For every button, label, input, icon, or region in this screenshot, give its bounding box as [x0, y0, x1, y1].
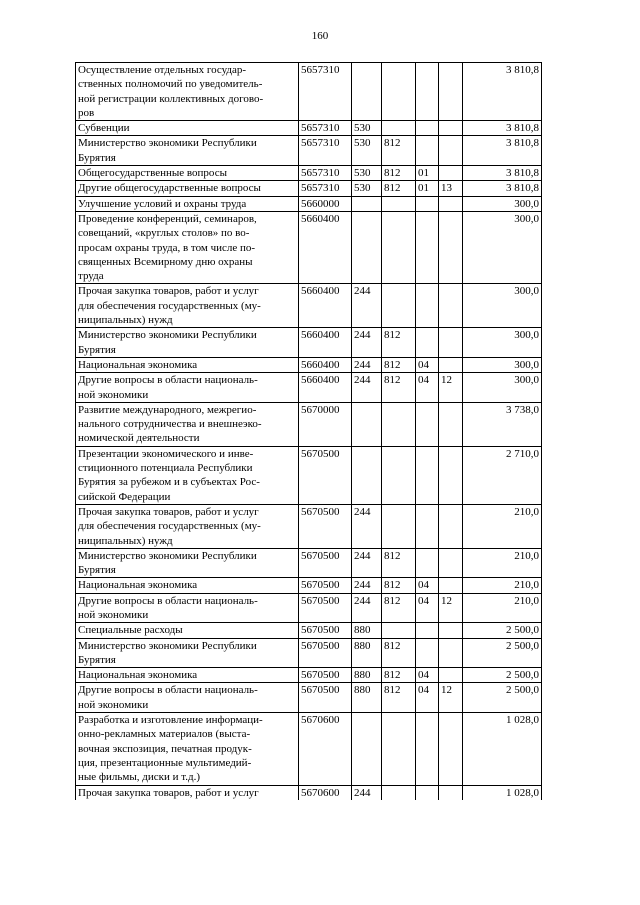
table-row — [76, 713, 542, 785]
section-cell — [416, 136, 439, 166]
administrator-cell: 812 — [382, 593, 416, 623]
row-name-cell: Разработка и изготовление информаци- онно-рекламных материалов (выста- вочная экспозиция, печатная продук- ция, презентационные мультимедий- ные фильмы, диски и т.д.) — [76, 713, 299, 785]
section-cell: 04 — [416, 668, 439, 683]
subsection-cell — [439, 136, 463, 166]
target-article-cell: 5670600 — [299, 785, 352, 800]
row-name-cell: Прочая закупка товаров, работ и услуг для обеспечения государственных (му- ниципальных) нужд — [76, 284, 299, 328]
section-cell: 01 — [416, 181, 439, 196]
section-cell — [416, 211, 439, 283]
row-name-cell: Развитие международного, межрегио- нального сотрудничества и внешнеэко- номической деятельности — [76, 402, 299, 446]
target-article-cell: 5660400 — [299, 284, 352, 328]
row-name-cell: Министерство экономики Республики Бурятия — [76, 328, 299, 358]
table-row — [76, 402, 542, 446]
subsection-cell — [439, 668, 463, 683]
expense-type-cell: 880 — [352, 623, 382, 638]
amount-cell: 300,0 — [463, 211, 542, 283]
administrator-cell — [382, 504, 416, 548]
subsection-cell — [439, 284, 463, 328]
administrator-cell: 812 — [382, 373, 416, 403]
section-cell: 04 — [416, 578, 439, 593]
expense-type-cell: 244 — [352, 357, 382, 372]
target-article-cell: 5670500 — [299, 578, 352, 593]
section-cell — [416, 63, 439, 121]
administrator-cell — [382, 713, 416, 785]
subsection-cell — [439, 785, 463, 800]
subsection-cell — [439, 357, 463, 372]
section-cell — [416, 504, 439, 548]
row-name-cell: Презентации экономического и инве- стиционного потенциала Республики Бурятия за рубежом и в субъектах Рос- сийской Федерации — [76, 446, 299, 504]
administrator-cell: 812 — [382, 181, 416, 196]
row-name-cell: Специальные расходы — [76, 623, 299, 638]
table-row — [76, 668, 542, 683]
section-cell — [416, 284, 439, 328]
row-name-cell: Министерство экономики Республики Бурятия — [76, 136, 299, 166]
table-row — [76, 785, 542, 800]
amount-cell: 3 810,8 — [463, 121, 542, 136]
subsection-cell — [439, 623, 463, 638]
row-name-cell: Проведение конференций, семинаров, совещаний, «круглых столов» по во- просам охраны труда, в том числе по- священных Всемирному дню охраны труда — [76, 211, 299, 283]
target-article-cell: 5670000 — [299, 402, 352, 446]
amount-cell: 1 028,0 — [463, 785, 542, 800]
expense-type-cell: 244 — [352, 548, 382, 578]
amount-cell: 1 028,0 — [463, 713, 542, 785]
amount-cell: 2 500,0 — [463, 668, 542, 683]
expense-type-cell: 244 — [352, 328, 382, 358]
expense-type-cell — [352, 211, 382, 283]
row-name-cell: Национальная экономика — [76, 357, 299, 372]
expense-type-cell: 530 — [352, 181, 382, 196]
target-article-cell: 5657310 — [299, 136, 352, 166]
subsection-cell — [439, 328, 463, 358]
expense-type-cell: 530 — [352, 136, 382, 166]
expense-type-cell — [352, 402, 382, 446]
amount-cell: 300,0 — [463, 373, 542, 403]
administrator-cell: 812 — [382, 136, 416, 166]
section-cell — [416, 623, 439, 638]
administrator-cell — [382, 196, 416, 211]
subsection-cell: 12 — [439, 683, 463, 713]
table-row — [76, 548, 542, 578]
administrator-cell — [382, 121, 416, 136]
amount-cell: 3 810,8 — [463, 63, 542, 121]
amount-cell: 3 810,8 — [463, 166, 542, 181]
table-row — [76, 446, 542, 504]
expense-type-cell: 880 — [352, 668, 382, 683]
row-name-cell: Министерство экономики Республики Бурятия — [76, 548, 299, 578]
expense-type-cell: 244 — [352, 785, 382, 800]
amount-cell: 210,0 — [463, 548, 542, 578]
section-cell: 04 — [416, 373, 439, 403]
target-article-cell: 5670500 — [299, 504, 352, 548]
section-cell: 04 — [416, 593, 439, 623]
expense-type-cell: 880 — [352, 683, 382, 713]
target-article-cell: 5670500 — [299, 668, 352, 683]
target-article-cell: 5660400 — [299, 211, 352, 283]
administrator-cell — [382, 446, 416, 504]
administrator-cell: 812 — [382, 578, 416, 593]
section-cell — [416, 548, 439, 578]
section-cell — [416, 196, 439, 211]
table-row — [76, 196, 542, 211]
table-row — [76, 623, 542, 638]
subsection-cell — [439, 211, 463, 283]
table-row — [76, 683, 542, 713]
target-article-cell: 5657310 — [299, 63, 352, 121]
amount-cell: 210,0 — [463, 504, 542, 548]
row-name-cell: Другие вопросы в области националь- ной экономики — [76, 593, 299, 623]
row-name-cell: Национальная экономика — [76, 668, 299, 683]
expense-type-cell: 244 — [352, 373, 382, 403]
table-row — [76, 284, 542, 328]
amount-cell: 300,0 — [463, 357, 542, 372]
target-article-cell: 5670500 — [299, 548, 352, 578]
expense-type-cell: 244 — [352, 593, 382, 623]
amount-cell: 2 710,0 — [463, 446, 542, 504]
target-article-cell: 5657310 — [299, 166, 352, 181]
table-row — [76, 504, 542, 548]
table-row — [76, 121, 542, 136]
amount-cell: 300,0 — [463, 196, 542, 211]
table-row — [76, 166, 542, 181]
section-cell — [416, 402, 439, 446]
subsection-cell — [439, 638, 463, 668]
budget-table — [75, 62, 542, 800]
table-row — [76, 638, 542, 668]
administrator-cell: 812 — [382, 328, 416, 358]
target-article-cell: 5660400 — [299, 357, 352, 372]
row-name-cell: Другие вопросы в области националь- ной экономики — [76, 683, 299, 713]
row-name-cell: Министерство экономики Республики Бурятия — [76, 638, 299, 668]
amount-cell: 210,0 — [463, 593, 542, 623]
subsection-cell: 12 — [439, 373, 463, 403]
row-name-cell: Осуществление отдельных государ- ственных полномочий по уведомитель- ной регистрации коллективных догово- ров — [76, 63, 299, 121]
amount-cell: 3 810,8 — [463, 181, 542, 196]
row-name-cell: Другие общегосударственные вопросы — [76, 181, 299, 196]
target-article-cell: 5657310 — [299, 181, 352, 196]
amount-cell: 2 500,0 — [463, 638, 542, 668]
section-cell — [416, 713, 439, 785]
target-article-cell: 5660400 — [299, 328, 352, 358]
subsection-cell — [439, 63, 463, 121]
administrator-cell: 812 — [382, 683, 416, 713]
subsection-cell — [439, 548, 463, 578]
expense-type-cell: 244 — [352, 504, 382, 548]
target-article-cell: 5657310 — [299, 121, 352, 136]
row-name-cell: Национальная экономика — [76, 578, 299, 593]
section-cell — [416, 785, 439, 800]
expense-type-cell — [352, 713, 382, 785]
target-article-cell: 5670600 — [299, 713, 352, 785]
table-row — [76, 578, 542, 593]
administrator-cell — [382, 284, 416, 328]
page-number: 160 — [311, 30, 329, 42]
administrator-cell — [382, 211, 416, 283]
amount-cell: 2 500,0 — [463, 683, 542, 713]
row-name-cell: Субвенции — [76, 121, 299, 136]
subsection-cell — [439, 504, 463, 548]
administrator-cell: 812 — [382, 166, 416, 181]
amount-cell: 3 738,0 — [463, 402, 542, 446]
expense-type-cell — [352, 446, 382, 504]
administrator-cell — [382, 785, 416, 800]
target-article-cell: 5670500 — [299, 638, 352, 668]
administrator-cell: 812 — [382, 357, 416, 372]
expense-type-cell: 530 — [352, 166, 382, 181]
expense-type-cell: 244 — [352, 284, 382, 328]
subsection-cell — [439, 121, 463, 136]
table-row — [76, 328, 542, 358]
row-name-cell: Общегосударственные вопросы — [76, 166, 299, 181]
section-cell — [416, 446, 439, 504]
expense-type-cell: 244 — [352, 578, 382, 593]
target-article-cell: 5670500 — [299, 593, 352, 623]
subsection-cell: 13 — [439, 181, 463, 196]
table-row — [76, 593, 542, 623]
amount-cell: 3 810,8 — [463, 136, 542, 166]
subsection-cell — [439, 196, 463, 211]
subsection-cell: 12 — [439, 593, 463, 623]
administrator-cell — [382, 63, 416, 121]
administrator-cell — [382, 402, 416, 446]
table-row — [76, 357, 542, 372]
row-name-cell: Другие вопросы в области националь- ной экономики — [76, 373, 299, 403]
table-row — [76, 211, 542, 283]
subsection-cell — [439, 166, 463, 181]
table-row — [76, 63, 542, 121]
budget-table-body — [76, 63, 542, 800]
table-row — [76, 136, 542, 166]
target-article-cell: 5660400 — [299, 373, 352, 403]
row-name-cell: Прочая закупка товаров, работ и услуг для обеспечения государственных (му- ниципальных) нужд — [76, 504, 299, 548]
section-cell: 04 — [416, 683, 439, 713]
amount-cell: 210,0 — [463, 578, 542, 593]
expense-type-cell: 530 — [352, 121, 382, 136]
target-article-cell: 5660000 — [299, 196, 352, 211]
row-name-cell: Улучшение условий и охраны труда — [76, 196, 299, 211]
row-name-cell: Прочая закупка товаров, работ и услуг — [76, 785, 299, 800]
expense-type-cell — [352, 63, 382, 121]
amount-cell: 300,0 — [463, 328, 542, 358]
subsection-cell — [439, 578, 463, 593]
amount-cell: 2 500,0 — [463, 623, 542, 638]
section-cell — [416, 121, 439, 136]
administrator-cell — [382, 623, 416, 638]
target-article-cell: 5670500 — [299, 623, 352, 638]
target-article-cell: 5670500 — [299, 446, 352, 504]
table-row — [76, 373, 542, 403]
subsection-cell — [439, 713, 463, 785]
amount-cell: 300,0 — [463, 284, 542, 328]
target-article-cell: 5670500 — [299, 683, 352, 713]
section-cell — [416, 328, 439, 358]
subsection-cell — [439, 402, 463, 446]
administrator-cell: 812 — [382, 668, 416, 683]
administrator-cell: 812 — [382, 638, 416, 668]
section-cell — [416, 638, 439, 668]
subsection-cell — [439, 446, 463, 504]
section-cell: 01 — [416, 166, 439, 181]
expense-type-cell: 880 — [352, 638, 382, 668]
expense-type-cell — [352, 196, 382, 211]
administrator-cell: 812 — [382, 548, 416, 578]
table-row — [76, 181, 542, 196]
section-cell: 04 — [416, 357, 439, 372]
